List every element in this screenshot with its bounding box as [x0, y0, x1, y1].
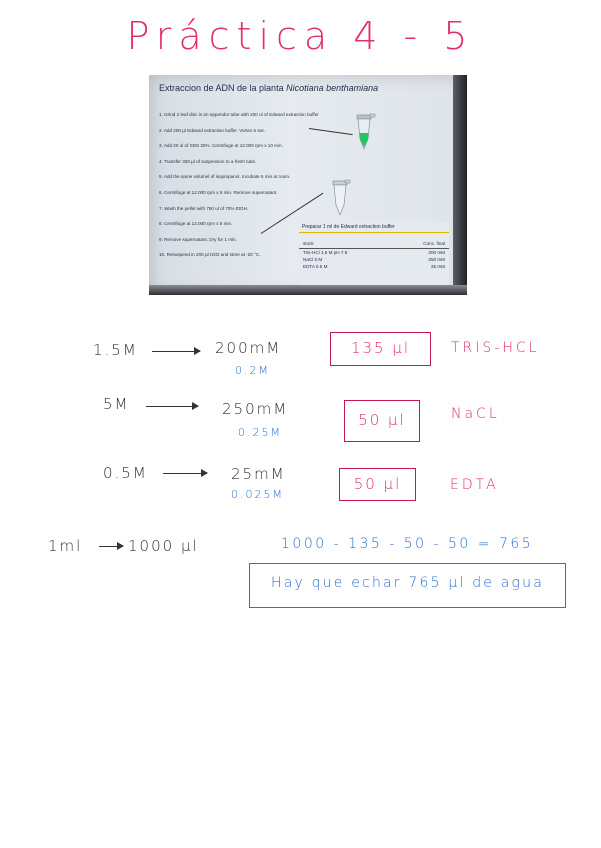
volume-box — [344, 400, 420, 442]
stock-concentration: 5M — [103, 395, 130, 413]
protocol-step: 4. Transfer 300 µl of suspension to a fresh tube. — [159, 158, 257, 164]
buffer-final: 25 mM — [430, 264, 445, 269]
stock-concentration: 1.5M — [93, 341, 138, 359]
total-volume-ml: 1ml — [48, 537, 83, 555]
slide-title — [159, 83, 378, 93]
final-concentration: 250mM — [222, 400, 289, 418]
volume-value: 50 µl — [358, 411, 406, 429]
reagent-name: NaCL — [451, 406, 500, 422]
protocol-step: 5. Add the same volumel of isopropanol. Incubate 5 min at room. — [159, 174, 291, 180]
arrow-icon — [99, 546, 123, 547]
final-concentration: 200mM — [215, 339, 282, 357]
buffer-row — [299, 256, 449, 263]
reagent-name: TRIS-HCL — [451, 340, 540, 356]
stock-concentration: 0.5M — [103, 464, 148, 482]
arrow-icon — [152, 351, 200, 352]
slide-title-prefix: Extraccion de ADN de la planta — [159, 83, 287, 93]
protocol-step: 9. Remove supernatant. Dry for 1 min. — [159, 236, 237, 242]
slide-frame-edge — [149, 285, 467, 295]
volume-box — [339, 468, 416, 501]
volume-box — [330, 332, 431, 366]
slide-title-species: Nicotiana benthamiana — [286, 83, 379, 93]
conclusion-text: Hay que echar 765 µl de agua — [270, 575, 545, 591]
protocol-step: 10. Resuspend in 200 µl H2O and store at -20 °C. — [159, 252, 261, 258]
page-title: Práctica 4 - 5 — [126, 14, 475, 58]
buffer-row — [299, 249, 449, 256]
empty-tube-icon — [329, 179, 351, 219]
green-tube-icon — [352, 113, 376, 153]
arrow-icon — [163, 473, 207, 474]
protocol-step: 3. Add 20 ul of SDS 20%. Centrifuge at 12.000 rpm x 10 min. — [159, 143, 283, 149]
buffer-title: Preparar 1 ml de Edward extraction buffer — [299, 221, 449, 233]
final-molar: 0.2M — [235, 364, 270, 377]
protocol-step: 2. Add 200 µl Edward extraction buffer. Vortex 5 sec. — [159, 127, 266, 133]
reagent-name: EDTA — [450, 477, 499, 493]
volume-value: 50 µl — [353, 475, 402, 493]
slide-frame-edge — [453, 75, 467, 295]
buffer-stock: NaCl 5 M — [303, 257, 323, 262]
buffer-row — [299, 263, 449, 270]
volume-value: 135 µl — [350, 339, 411, 357]
buffer-stock: EDTA 0.5 M — [303, 264, 328, 269]
protocol-step: 6. Centrifuge at 12.000 rpm x 5 min. Remove supernatant. — [159, 189, 278, 195]
buffer-col-final: Conc. final — [423, 241, 445, 246]
buffer-stock: Tris-HCl 1.5 M pH 7.5 — [303, 250, 348, 255]
protocol-steps — [159, 111, 319, 267]
protocol-step: 1. Grind 2 leaf disc in an eppendor tube with 200 ul of Edward extraction buffer — [159, 112, 319, 117]
slide-photo — [149, 75, 467, 295]
conclusion-box — [249, 563, 566, 608]
final-molar: 0.025M — [231, 488, 284, 501]
final-concentration: 25mM — [231, 465, 286, 483]
final-molar: 0.25M — [238, 426, 282, 439]
arrow-icon — [146, 406, 198, 407]
buffer-recipe-box — [299, 221, 449, 285]
buffer-final: 200 mM — [428, 250, 445, 255]
protocol-step: 7. Wash the pellet with 750 ul of 70% EtOH. — [159, 205, 249, 211]
buffer-header — [299, 233, 449, 249]
protocol-step: 8. Centrifuge at 12.000 rpm x 5 min. — [159, 221, 233, 227]
buffer-final: 250 mM — [428, 257, 445, 262]
water-equation: 1000 - 135 - 50 - 50 = 765 — [281, 536, 534, 552]
total-volume-ul: 1000 µl — [128, 537, 199, 555]
buffer-col-stock: stock — [303, 241, 314, 246]
